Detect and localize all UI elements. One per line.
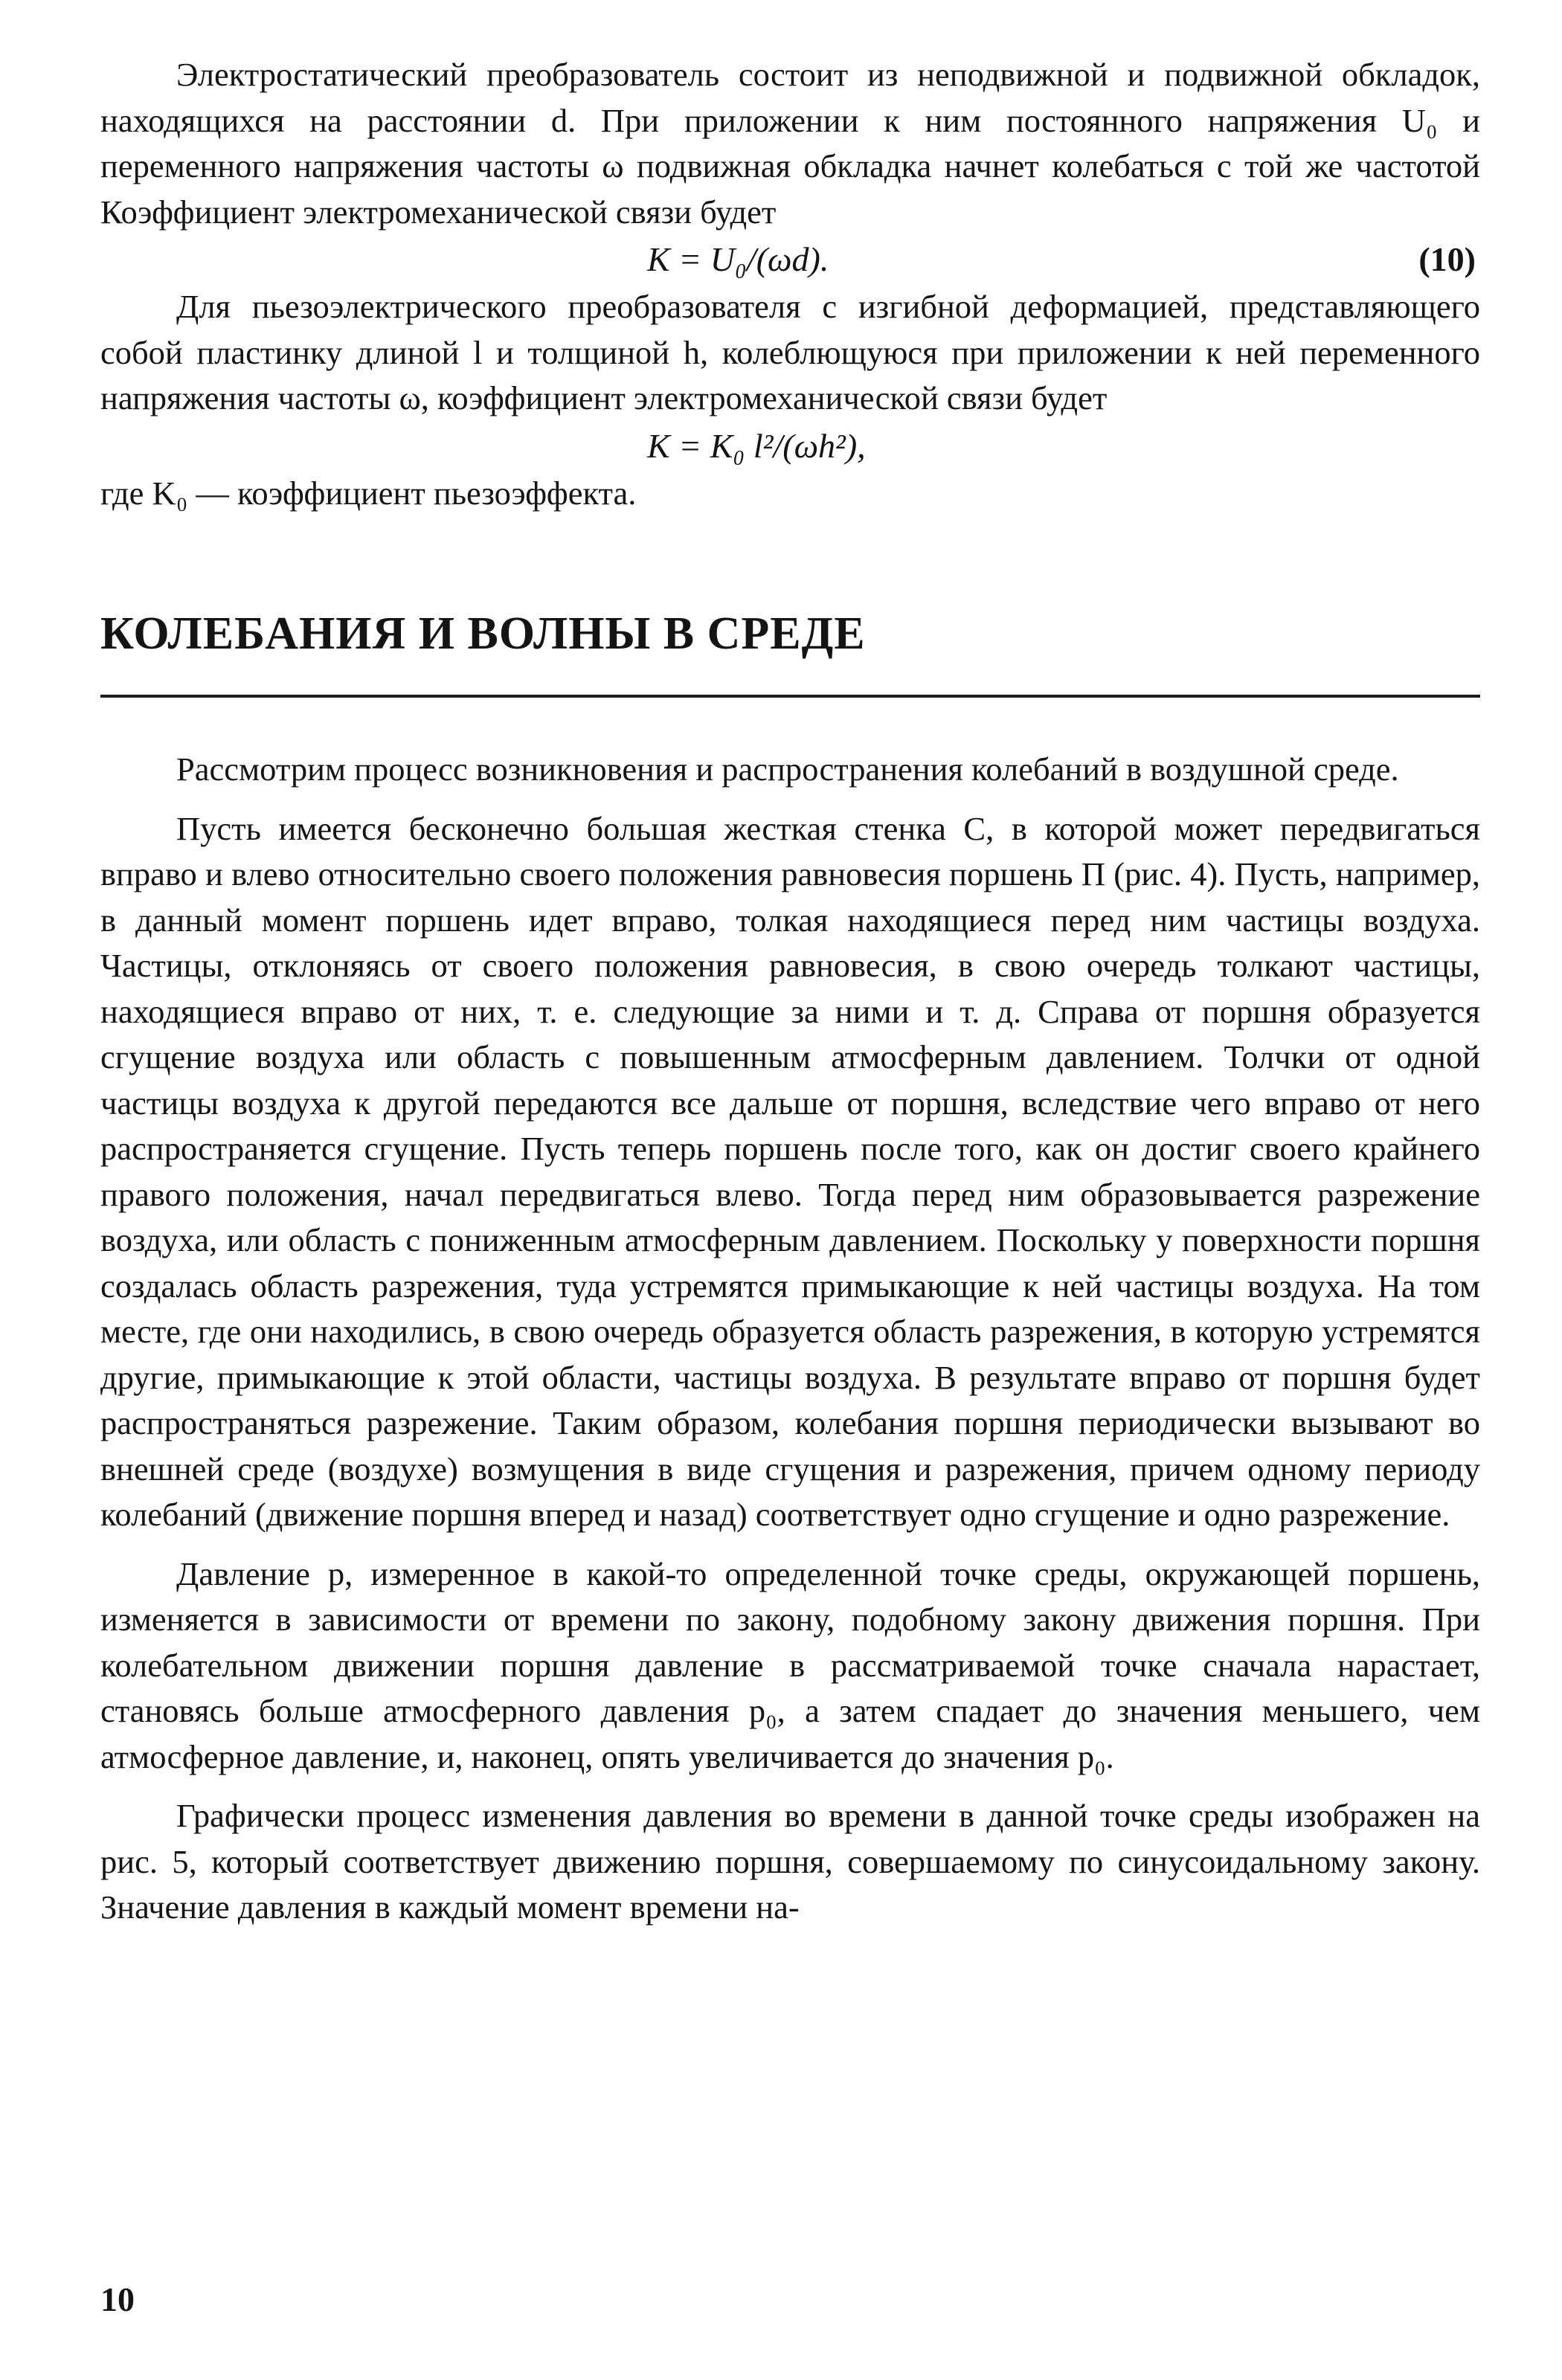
intro-paragraph-1: Электростатический преобразователь состоит из неподвижной и подвижной обкладок, находящихся на расстоянии d. При приложении к ним постоянного напряжения U₀ и переменного напряжения частоты ω подвижная обкладка начнет колебаться с той же частотой Коэффициент электромеханической связи будет	[100, 56, 1480, 231]
section-paragraph-1: Рассмотрим процесс возникновения и распространения колебаний в воздушной среде.	[176, 750, 1399, 788]
formula-piezo	[100, 422, 1480, 471]
page-body	[100, 52, 1480, 1931]
section-title: КОЛЕБАНИЯ И ВОЛНЫ В СРЕДЕ	[100, 608, 866, 659]
intro-paragraph-2: Для пьезоэлектрического преобразователя с изгибной деформацией, представляющего собой пластинку длиной l и толщиной h, колеблющуюся при приложении к ней переменного напряжения частоты ω, коэффициент электромеханической связи будет	[100, 288, 1480, 416]
section-divider	[100, 695, 1480, 698]
intro-paragraph-3: где K₀ — коэффициент пьезоэффекта.	[100, 474, 637, 512]
section-paragraph-4: Графически процесс изменения давления во времени в данной точке среды изображен на рис. 5, который соответствует движению поршня, совершаемому по синусоидальному закону. Значение давления в каждый момент времени на-	[100, 1797, 1480, 1926]
formula-10-expression: K = U₀/(ωd).	[647, 240, 829, 278]
page-number: 10	[100, 2280, 135, 2318]
formula-10	[100, 235, 1480, 284]
formula-piezo-expression: K = K₀ l²/(ωh²),	[647, 426, 866, 465]
section-paragraph-2: Пусть имеется бесконечно большая жесткая стенка C, в которой может передвигаться вправо и влево относительно своего положения равновесия поршень П (рис. 4). Пусть, например, в данный момент поршень идет вправо, толкая находящиеся перед ним частицы воздуха. Частицы, отклоняясь от своего положения равновесия, в свою очередь толкают частицы, находящиеся вправо от них, т. е. следующие за ними и т. д. Справа от поршня образуется сгущение воздуха или область с повышенным атмосферным давлением. Толчки от одной частицы воздуха к другой передаются все дальше от поршня, вследствие чего вправо от него распространяется сгущение. Пусть теперь поршень после того, как он достиг своего крайнего правого положения, начал передвигаться влево. Тогда перед ним образовывается разрежение воздуха, или область с пониженным атмосферным давлением. Поскольку у поверхности поршня создалась область разрежения, туда устремятся примыкающие к ней частицы воздуха. На том месте, где они находились, в свою очередь образуется область разрежения, в которую устремятся другие, примыкающие к этой области, частицы воздуха. В результате вправо от поршня будет распространяться разрежение. Таким образом, колебания поршня периодически вызывают во внешней среде (воздухе) возмущения в виде сгущения и разрежения, причем одному периоду колебаний (движение поршня вперед и назад) соответствует одно сгущение и одно разрежение.	[100, 809, 1480, 1533]
formula-10-number: (10)	[1418, 240, 1476, 278]
section-paragraph-3: Давление p, измеренное в какой-то определенной точке среды, окружающей поршень, изменяется в зависимости от времени по закону, подобному закону движения поршня. При колебательном движении поршня давление в рассматриваемой точке сначала нарастает, становясь больше атмосферного давления p₀, а затем спадает до значения меньшего, чем атмосферное давление, и, наконец, опять увеличивается до значения p₀.	[100, 1554, 1480, 1775]
